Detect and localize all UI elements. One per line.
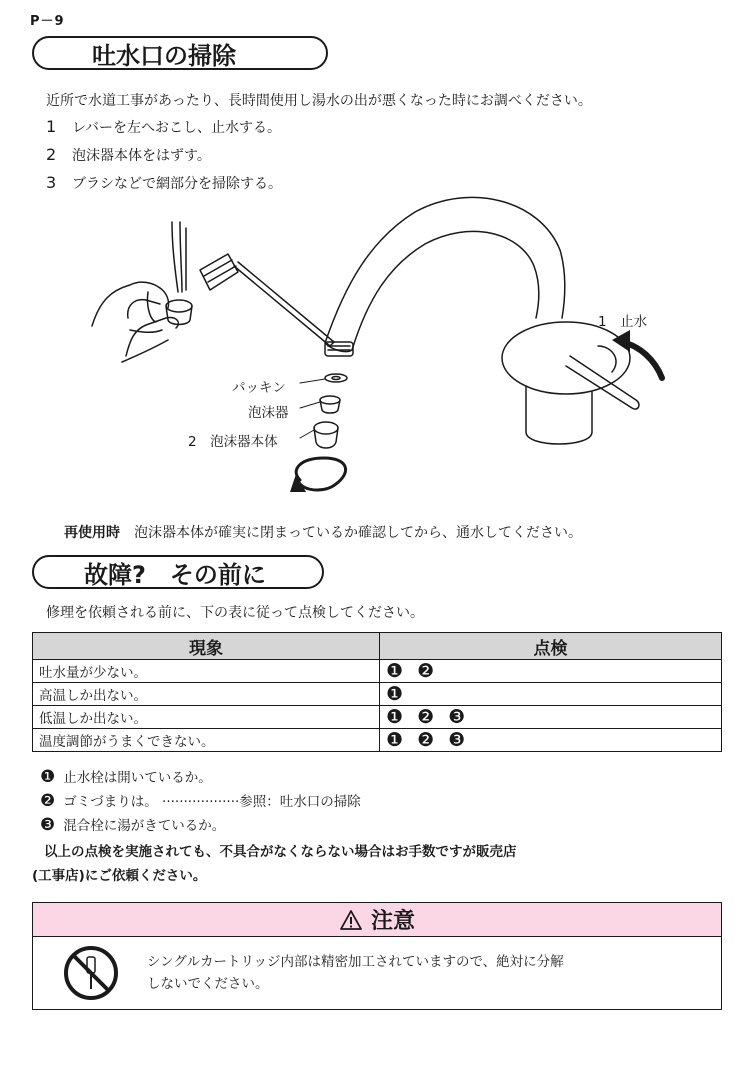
- caution-text: シングルカートリッジ内部は精密加工されていますので、絶対に分解 しないでください。: [147, 954, 564, 992]
- table-row: 高温しか出ない。 ❶: [33, 683, 722, 706]
- section-title-trouble: 故障? その前に: [32, 555, 324, 589]
- trouble-intro: 修理を依頼される前に、下の表に従って点検してください。: [46, 605, 424, 621]
- faucet-illustration: [0, 0, 754, 520]
- label-aerator-body: 2 泡沫器本体: [188, 434, 278, 450]
- label-aerator: 泡沫器: [248, 405, 289, 421]
- spout-drawing: [325, 197, 565, 356]
- brush-drawing: [200, 254, 334, 346]
- header-symptom: 現象: [33, 633, 380, 660]
- twist-arrow: [296, 458, 345, 490]
- table-row: 温度調節がうまくできない。 ❶ ❷ ❸: [33, 729, 722, 752]
- warning-triangle-icon: [339, 909, 363, 931]
- table-row: 低温しか出ない。 ❶ ❷ ❸: [33, 706, 722, 729]
- closing-line-2: (工事店)にご依頼ください。: [32, 868, 207, 884]
- label-stop-water: 1 止水: [598, 314, 648, 330]
- header-check: 点検: [380, 633, 722, 660]
- note-3: ❸ 混合栓に湯がきているか。: [40, 815, 226, 835]
- section-title-cleaning: 吐水口の掃除: [32, 36, 328, 70]
- table-row: 吐水量が少ない。 ❶ ❷: [33, 660, 722, 683]
- page-number: P－9: [30, 14, 65, 29]
- step-1: 1 レバーを左へおこし、止水する。: [46, 117, 282, 136]
- note-1: ❶ 止水栓は開いているか。: [40, 767, 212, 787]
- label-packing: パッキン: [232, 380, 286, 396]
- step-3: 3 ブラシなどで網部分を掃除する。: [46, 173, 282, 192]
- step-2: 2 泡沫器本体をはずす。: [46, 145, 211, 164]
- note-2: ❷ ゴミづまりは。 ··················参照：吐水口の掃除: [40, 791, 361, 811]
- hand-drawing: [92, 282, 178, 362]
- caution-header: 注意: [33, 903, 721, 937]
- reuse-note: 再使用時 泡沫器本体が確実に閉まっているか確認してから、通水してください。: [64, 525, 582, 541]
- closing-line-1: 以上の点検を実施されても、不具合がなくならない場合はお手数ですが販売店: [44, 844, 517, 860]
- caution-box: [32, 902, 722, 1010]
- no-disassembly-icon: [63, 945, 119, 1001]
- cleaning-intro: 近所で水道工事があったり、長時間使用し湯水の出が悪くなった時にお調べください。: [46, 93, 592, 109]
- symptom-table: [32, 632, 722, 752]
